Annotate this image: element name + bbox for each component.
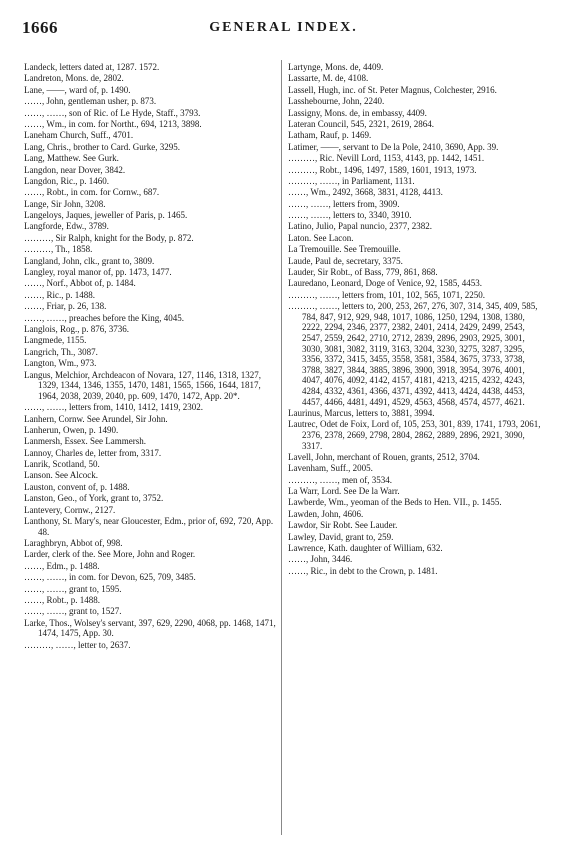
column-divider [281, 60, 282, 835]
index-entry: ……, ……, grant to, 1527. [24, 606, 122, 617]
index-entry: Lawley, David, grant to, 259. [288, 531, 394, 542]
index-entry: ……, ……, in com. for Devon, 625, 709, 3485. [24, 572, 196, 583]
index-entry: Lartynge, Mons. de, 4409. [288, 62, 384, 72]
index-entry: Lanston, Geo., of York, grant to, 3752. [24, 493, 164, 504]
index-entry: ………, Robt., 1496, 1497, 1589, 1601, 1913, 1973. [288, 164, 477, 175]
index-entry: ……, Friar, p. 26, 138. [24, 301, 107, 312]
index-entry: Larke, Thos., Wolsey's servant, 397, 629, 2290, 4068, pp. 1468, 1471, 1474, 1475, App. 30. [24, 617, 276, 639]
index-entry: Lanmersh, Essex. See Lammersh. [24, 436, 146, 447]
index-entry: ………, Ric. Nevill Lord, 1153, 4143, pp. 1442, 1451. [288, 153, 485, 164]
index-entry: Lautrec, Odet de Foix, Lord of, 105, 253, 301, 839, 1741, 1793, 2061, 2376, 2378, 2669, 2798, 2804, 2862, 2889, 2896, 2921, 3090, 3317. [288, 419, 541, 451]
index-entry: Lauston, convent of, p. 1488. [24, 481, 130, 492]
index-entry: Lassigny, Mons. de, in embassy, 4409. [288, 107, 427, 118]
index-entry: Lang, Matthew. See Gurk. [24, 153, 119, 164]
index-entry: Lang, Chris., brother to Card. Gurke, 3295. [24, 141, 180, 152]
index-entry: ……, John, gentleman usher, p. 873. [24, 96, 157, 107]
index-entry: Lanson. See Alcock. [24, 470, 98, 481]
index-entry: Landeck, letters dated at, 1287. 1572. [24, 62, 160, 72]
index-entry: Landreton, Mons. de, 2802. [24, 73, 124, 84]
index-entry: ……, Ric., p. 1488. [24, 289, 95, 300]
index-entry: Laude, Paul de, secretary, 3375. [288, 255, 403, 266]
index-entry: Lantevery, Cornw., 2127. [24, 504, 116, 515]
index-entry: Lawrence, Kath. daughter of William, 632. [288, 543, 443, 554]
index-entry: Lanrik, Scotland, 50. [24, 459, 100, 470]
index-entry: ……, Robt., in com. for Cornw., 687. [24, 187, 160, 198]
index-entry: Lawden, John, 4606. [288, 508, 364, 519]
index-entry: Lanherun, Owen, p. 1490. [24, 424, 119, 435]
index-entry: ………, ……, letters to, 200, 253, 267, 276, 307, 314, 345, 409, 585, 784, 847, 912, 929, 948, 1017, 1086, 1250, 1294, 1308, 1380, 2222, 2294, 2346, 2377, 2382, 2401, 2414, 2429, 2499, 2543, 2547, 2559, 2642, 2710, 2712, 2839, 2896, 2903, 2925, 3001, 3030, 3081, 3082, 3119, 3163, 3204, 3230, 3275, 3287, 3295, 3356, 3372, 3415, 3455, 3558, 3581, 3584, 3675, 3733, 3738, 3788, 3827, 3844, 3885, 3896, 3900, 3918, 3954, 3976, 4001, 4047, 4076, 4092, 4142, 4157, 4181, 4213, 4215, 4232, 4243, 4284, 4332, 4361, 4366, 4371, 4392, 4413, 4424, 4438, 4453, 4457, 4466, 4481, 4491, 4529, 4563, 4568, 4574, 4577, 4621. [288, 301, 538, 407]
index-entry: ……, Edm., p. 1488. [24, 560, 100, 571]
index-entry: La Tremouille. See Tremouille. [288, 244, 401, 255]
index-entry: Lasshebourne, John, 2240. [288, 96, 385, 107]
index-entry: ………, ……, men of, 3534. [288, 474, 392, 485]
index-entry: ………, ……, in Parliament, 1131. [288, 175, 415, 186]
index-entry: Langlois, Rog., p. 876, 3736. [24, 323, 129, 334]
index-entry: Langmede, 1155. [24, 335, 87, 346]
index-entry: Lateran Council, 545, 2321, 2619, 2864. [288, 118, 434, 129]
index-entry: La Warr, Lord. See De la Warr. [288, 486, 400, 497]
index-entry: ……, ……, grant to, 1595. [24, 583, 122, 594]
index-entry: ……, ……, son of Ric. of Le Hyde, Staff., 3793. [24, 107, 201, 118]
index-entry: ……, Ric., in debt to the Crown, p. 1481. [288, 565, 438, 576]
page-header [22, 18, 545, 38]
index-entry: ……, Norf., Abbot of, p. 1484. [24, 278, 136, 289]
index-entry: Lane, ——, ward of, p. 1490. [24, 84, 131, 95]
index-entry: Lauredano, Leonard, Doge of Venice, 92, 1585, 4453. [288, 278, 483, 289]
index-entry: ……, ……, letters to, 3340, 3910. [288, 210, 412, 221]
index-entry: Lassarte, M. de, 4108. [288, 73, 369, 84]
index-entry: Langdon, near Dover, 3842. [24, 164, 126, 175]
index-entry: ……, Wm., 2492, 3668, 3831, 4128, 4413. [288, 187, 443, 198]
index-entry: ……, John, 3446. [288, 554, 353, 565]
index-entry: Lassell, Hugh, inc. of St. Peter Magnus, Colchester, 2916. [288, 84, 497, 95]
index-entry: Langrich, Th., 3087. [24, 346, 98, 357]
index-entry: Larder, clerk of the. See More, John and Roger. [24, 549, 196, 560]
index-entry: Lavell, John, merchant of Rouen, grants, 2512, 3704. [288, 451, 480, 462]
index-entry: Latino, Julio, Papal nuncio, 2377, 2382. [288, 221, 432, 232]
index-entry: Lanthony, St. Mary's, near Gloucester, Edm., prior of, 692, 720, App. 48. [24, 516, 274, 537]
index-entry: ………, Th., 1858. [24, 244, 93, 255]
index-entry: ……, ……, letters from, 3909. [288, 198, 400, 209]
index-entry: Lavenham, Suff., 2005. [288, 463, 373, 474]
index-entry: Lauder, Sir Robt., of Bass, 779, 861, 868. [288, 267, 438, 278]
index-entry: ………, ……, letters from, 101, 102, 565, 1071, 2250. [288, 289, 485, 300]
index-entry: ……, Robt., p. 1488. [24, 594, 101, 605]
index-entry: Lannoy, Charles de, letter from, 3317. [24, 447, 162, 458]
index-entry: Lange, Sir John, 3208. [24, 198, 106, 209]
index-entry: Latimer, ——, servant to De la Pole, 2410, 3690, App. 39. [288, 141, 499, 152]
running-title: GENERAL INDEX. [209, 20, 358, 35]
index-entry: Laneham Church, Suff., 4701. [24, 130, 134, 141]
index-entry: Laraghbryn, Abbot of, 998. [24, 538, 123, 549]
index-column-right [288, 62, 542, 577]
index-entry: Lanhern, Cornw. See Arundel, Sir John. [24, 413, 168, 424]
page-number: 1666 [22, 18, 58, 37]
index-entry: Langus, Melchior, Archdeacon of Novara, 127, 1146, 1318, 1327, 1329, 1344, 1346, 1355, 1470, 1481, 1565, 1566, 1644, 1817, 1964, 2038, 2039, 2040, pp. 609, 1470, 1472, App. 20*. [24, 369, 262, 401]
index-entry: Lawberde, Wm., yeoman of the Beds to Hen. VII., p. 1455. [288, 497, 502, 508]
index-entry: Lawdor, Sir Robt. See Lauder. [288, 520, 398, 531]
index-entry: Langley, royal manor of, pp. 1473, 1477. [24, 267, 172, 278]
index-entry: Laton. See Lacon. [288, 232, 354, 243]
index-entry: ……, ……, letters from, 1410, 1412, 1419, 2302. [24, 402, 203, 413]
index-column-left [24, 62, 278, 651]
index-entry: ……, ……, preaches before the King, 4045. [24, 312, 184, 323]
index-entry: Langforde, Edw., 3789. [24, 221, 109, 232]
index-entry: ………, ……, letter to, 2637. [24, 639, 131, 650]
index-entry: ………, Sir Ralph, knight for the Body, p. 872. [24, 232, 194, 243]
index-entry: Langeloys, Jaques, jeweller of Paris, p. 1465. [24, 210, 188, 221]
index-entry: Latham, Rauf, p. 1469. [288, 130, 372, 141]
index-entry: Langdon, Ric., p. 1460. [24, 175, 109, 186]
index-entry: Langland, John, clk., grant to, 3809. [24, 255, 155, 266]
index-entry: ……, Wm., in com. for Northt., 694, 1213, 3898. [24, 118, 202, 129]
index-entry: Laurinus, Marcus, letters to, 3881, 3994. [288, 407, 435, 418]
index-entry: Langton, Wm., 973. [24, 358, 97, 369]
